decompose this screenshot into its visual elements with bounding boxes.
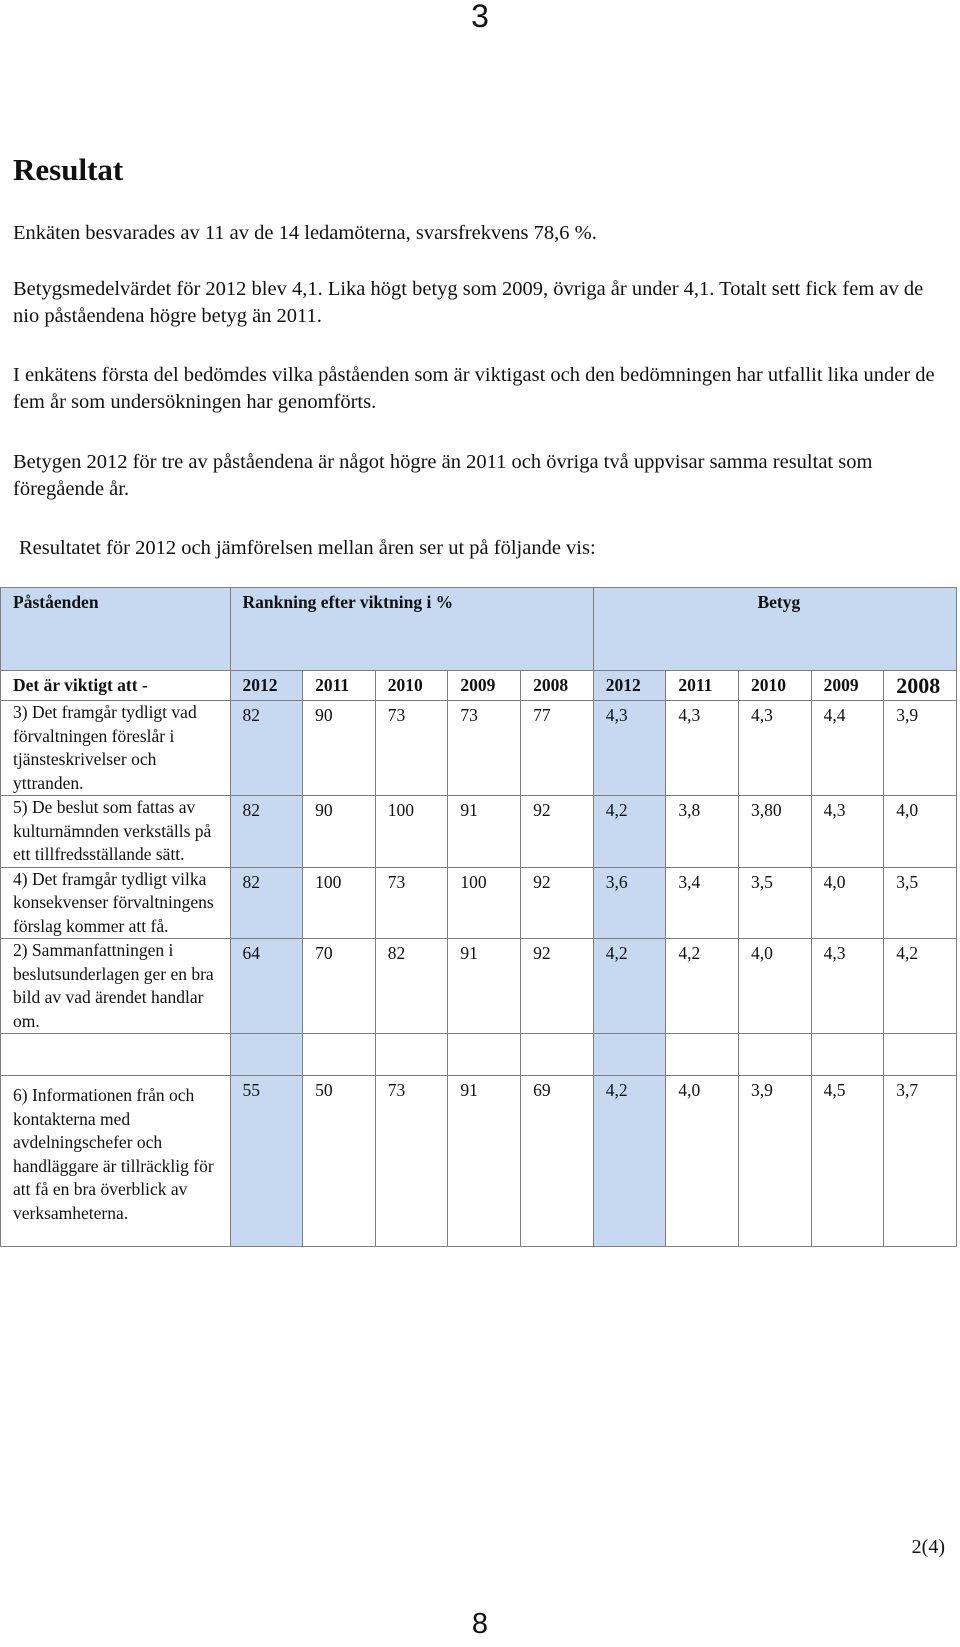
ranking-cell: 100 <box>375 796 448 868</box>
ranking-cell: 82 <box>230 701 303 796</box>
year-cell: 2011 <box>303 671 376 701</box>
paragraph-average-grade: Betygsmedelvärdet för 2012 blev 4,1. Lika högt betyg som 2009, övriga år under 4,1. Totalt sett fick fem av de nio påståendena högre betyg än 2011. <box>13 278 924 327</box>
year-cell: 2012 <box>230 671 303 701</box>
ranking-cell: 100 <box>303 867 376 939</box>
ranking-cell: 100 <box>448 867 521 939</box>
grade-cell: 4,2 <box>593 796 666 868</box>
ranking-cell: 92 <box>521 867 594 939</box>
statement-cell: 3) Det framgår tydligt vad förvaltningen föreslår i tjänsteskrivelser och yttranden. <box>1 701 231 796</box>
grade-cell: 4,4 <box>811 701 884 796</box>
page-title: Resultat <box>13 152 124 187</box>
page-number-top: 3 <box>471 0 489 34</box>
paragraph-response-rate: Enkäten besvarades av 11 av de 14 ledamöterna, svarsfrekvens 78,6 %. <box>13 222 597 244</box>
statement-cell: 4) Det framgår tydligt vilka konsekvenser förvaltningens förslag kommer att få. <box>1 867 231 939</box>
year-cell: 2008 <box>521 671 594 701</box>
page-counter: 2(4) <box>911 1536 945 1558</box>
results-table <box>0 587 957 1247</box>
ranking-cell: 82 <box>230 867 303 939</box>
ranking-cell: 92 <box>521 939 594 1034</box>
paragraph-grades-2012: Betygen 2012 för tre av påståendena är något högre än 2011 och övriga två uppvisar samma resultat som föregående år. <box>13 451 873 500</box>
grade-cell: 3,5 <box>884 867 957 939</box>
grade-cell: 4,2 <box>666 939 739 1034</box>
table-row <box>1 796 957 868</box>
ranking-cell: 91 <box>448 939 521 1034</box>
ranking-cell: 64 <box>230 939 303 1034</box>
statement-cell: 6) Informationen från och kontakterna med avdelningschefer och handläggare är tillräcklig för att få en bra överblick av verksamheterna. <box>1 1076 231 1247</box>
ranking-cell: 55 <box>230 1076 303 1247</box>
grade-cell: 3,7 <box>884 1076 957 1247</box>
grade-cell: 4,3 <box>739 701 812 796</box>
table-row <box>1 701 957 796</box>
year-cell: 2012 <box>593 671 666 701</box>
ranking-cell: 92 <box>521 796 594 868</box>
ranking-cell: 82 <box>375 939 448 1034</box>
grade-cell: 4,5 <box>811 1076 884 1247</box>
year-cell: 2009 <box>448 671 521 701</box>
header-statements: Påståenden <box>1 588 231 671</box>
grade-cell: 4,3 <box>666 701 739 796</box>
grade-cell: 3,4 <box>666 867 739 939</box>
table-row <box>1 939 957 1034</box>
subheader-label: Det är viktigt att - <box>1 671 231 701</box>
paragraph-table-intro: Resultatet för 2012 och jämförelsen mellan åren ser ut på följande vis: <box>19 537 596 559</box>
ranking-cell: 91 <box>448 1076 521 1247</box>
ranking-cell: 82 <box>230 796 303 868</box>
grade-cell: 4,0 <box>884 796 957 868</box>
ranking-cell: 73 <box>448 701 521 796</box>
grade-cell: 4,2 <box>593 939 666 1034</box>
statement-cell: 5) De beslut som fattas av kulturnämnden verkställs på ett tillfredsställande sätt. <box>1 796 231 868</box>
table-spacer-row <box>1 1034 957 1076</box>
paragraph-first-part: I enkätens första del bedömdes vilka påståenden som är viktigast och den bedömningen har utfallit lika under de fem år som undersökningen har genomförts. <box>13 364 935 413</box>
ranking-cell: 70 <box>303 939 376 1034</box>
grade-cell: 4,3 <box>811 796 884 868</box>
ranking-cell: 73 <box>375 701 448 796</box>
page-number-bottom: 8 <box>471 1608 489 1640</box>
year-cell: 2009 <box>811 671 884 701</box>
ranking-cell: 77 <box>521 701 594 796</box>
ranking-cell: 90 <box>303 701 376 796</box>
ranking-cell: 73 <box>375 1076 448 1247</box>
statement-cell: 2) Sammanfattningen i beslutsunderlagen ger en bra bild av vad ärendet handlar om. <box>1 939 231 1034</box>
grade-cell: 4,2 <box>593 1076 666 1247</box>
grade-cell: 3,9 <box>884 701 957 796</box>
grade-cell: 4,0 <box>666 1076 739 1247</box>
grade-cell: 3,6 <box>593 867 666 939</box>
table-row <box>1 1076 957 1247</box>
year-cell: 2011 <box>666 671 739 701</box>
header-grade: Betyg <box>593 588 956 671</box>
table-year-row <box>1 671 957 701</box>
ranking-cell: 91 <box>448 796 521 868</box>
grade-cell: 4,3 <box>593 701 666 796</box>
grade-cell: 4,2 <box>884 939 957 1034</box>
header-ranking: Rankning efter viktning i % <box>230 588 593 671</box>
year-cell: 2010 <box>739 671 812 701</box>
year-cell: 2008 <box>884 671 957 701</box>
table-header-row <box>1 588 957 671</box>
grade-cell: 4,0 <box>811 867 884 939</box>
grade-cell: 4,0 <box>739 939 812 1034</box>
grade-cell: 3,8 <box>666 796 739 868</box>
grade-cell: 3,9 <box>739 1076 812 1247</box>
ranking-cell: 69 <box>521 1076 594 1247</box>
ranking-cell: 50 <box>303 1076 376 1247</box>
grade-cell: 3,5 <box>739 867 812 939</box>
grade-cell: 3,80 <box>739 796 812 868</box>
ranking-cell: 73 <box>375 867 448 939</box>
table-row <box>1 867 957 939</box>
ranking-cell: 90 <box>303 796 376 868</box>
grade-cell: 4,3 <box>811 939 884 1034</box>
year-cell: 2010 <box>375 671 448 701</box>
